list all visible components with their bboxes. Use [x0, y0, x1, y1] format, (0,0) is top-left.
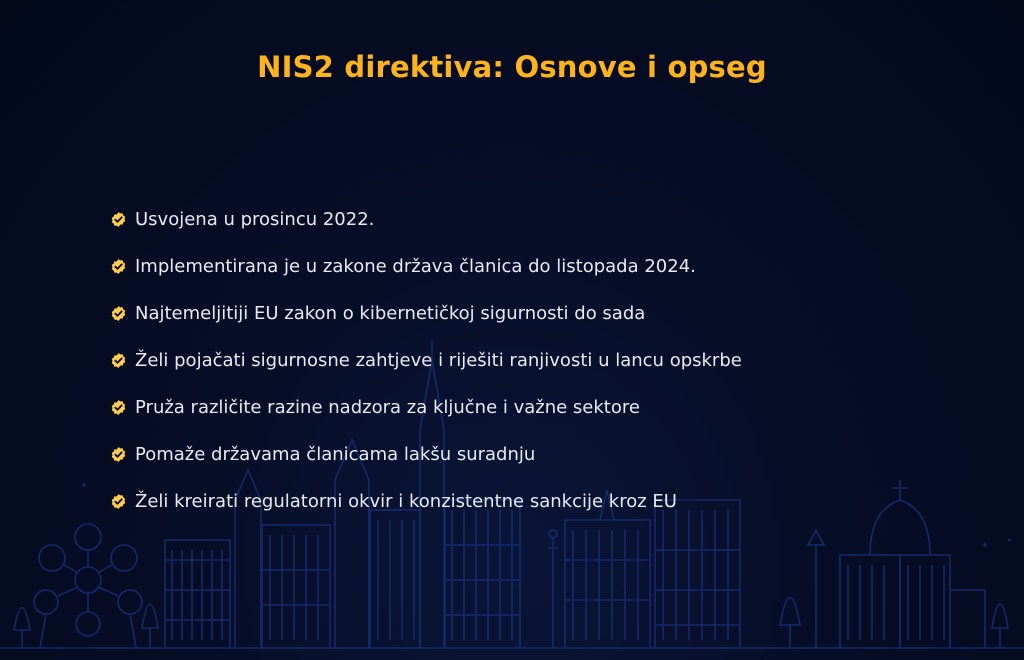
check-badge-icon [110, 493, 127, 510]
bullet-text: Implementirana je u zakone država članica do listopada 2024. [135, 256, 696, 277]
atomium-illustration [34, 524, 142, 648]
check-badge-icon [110, 446, 127, 463]
bullet-item [110, 290, 742, 337]
bullet-item [110, 243, 742, 290]
bullet-text: Najtemeljitiji EU zakon o kibernetičkoj sigurnosti do sada [135, 303, 646, 324]
bullet-text: Želi pojačati sigurnosne zahtjeve i riješiti ranjivosti u lancu opskrbe [135, 350, 742, 371]
bullet-text: Želi kreirati regulatorni okvir i konzistentne sankcije kroz EU [135, 491, 677, 512]
bullet-item [110, 337, 742, 384]
check-badge-icon [110, 305, 127, 322]
bullet-item [110, 478, 742, 525]
bullet-item [110, 196, 742, 243]
slide-title: NIS2 direktiva: Osnove i opseg [257, 50, 767, 84]
check-badge-icon [110, 352, 127, 369]
bullet-text: Pomaže državama članicama lakšu suradnju [135, 444, 536, 465]
bullet-item [110, 431, 742, 478]
check-badge-icon [110, 399, 127, 416]
bullet-text: Usvojena u prosincu 2022. [135, 209, 375, 230]
bullet-item [110, 384, 742, 431]
bullet-list [110, 196, 742, 525]
check-badge-icon [110, 211, 127, 228]
bullet-text: Pruža različite razine nadzora za ključne i važne sektore [135, 397, 640, 418]
check-badge-icon [110, 258, 127, 275]
